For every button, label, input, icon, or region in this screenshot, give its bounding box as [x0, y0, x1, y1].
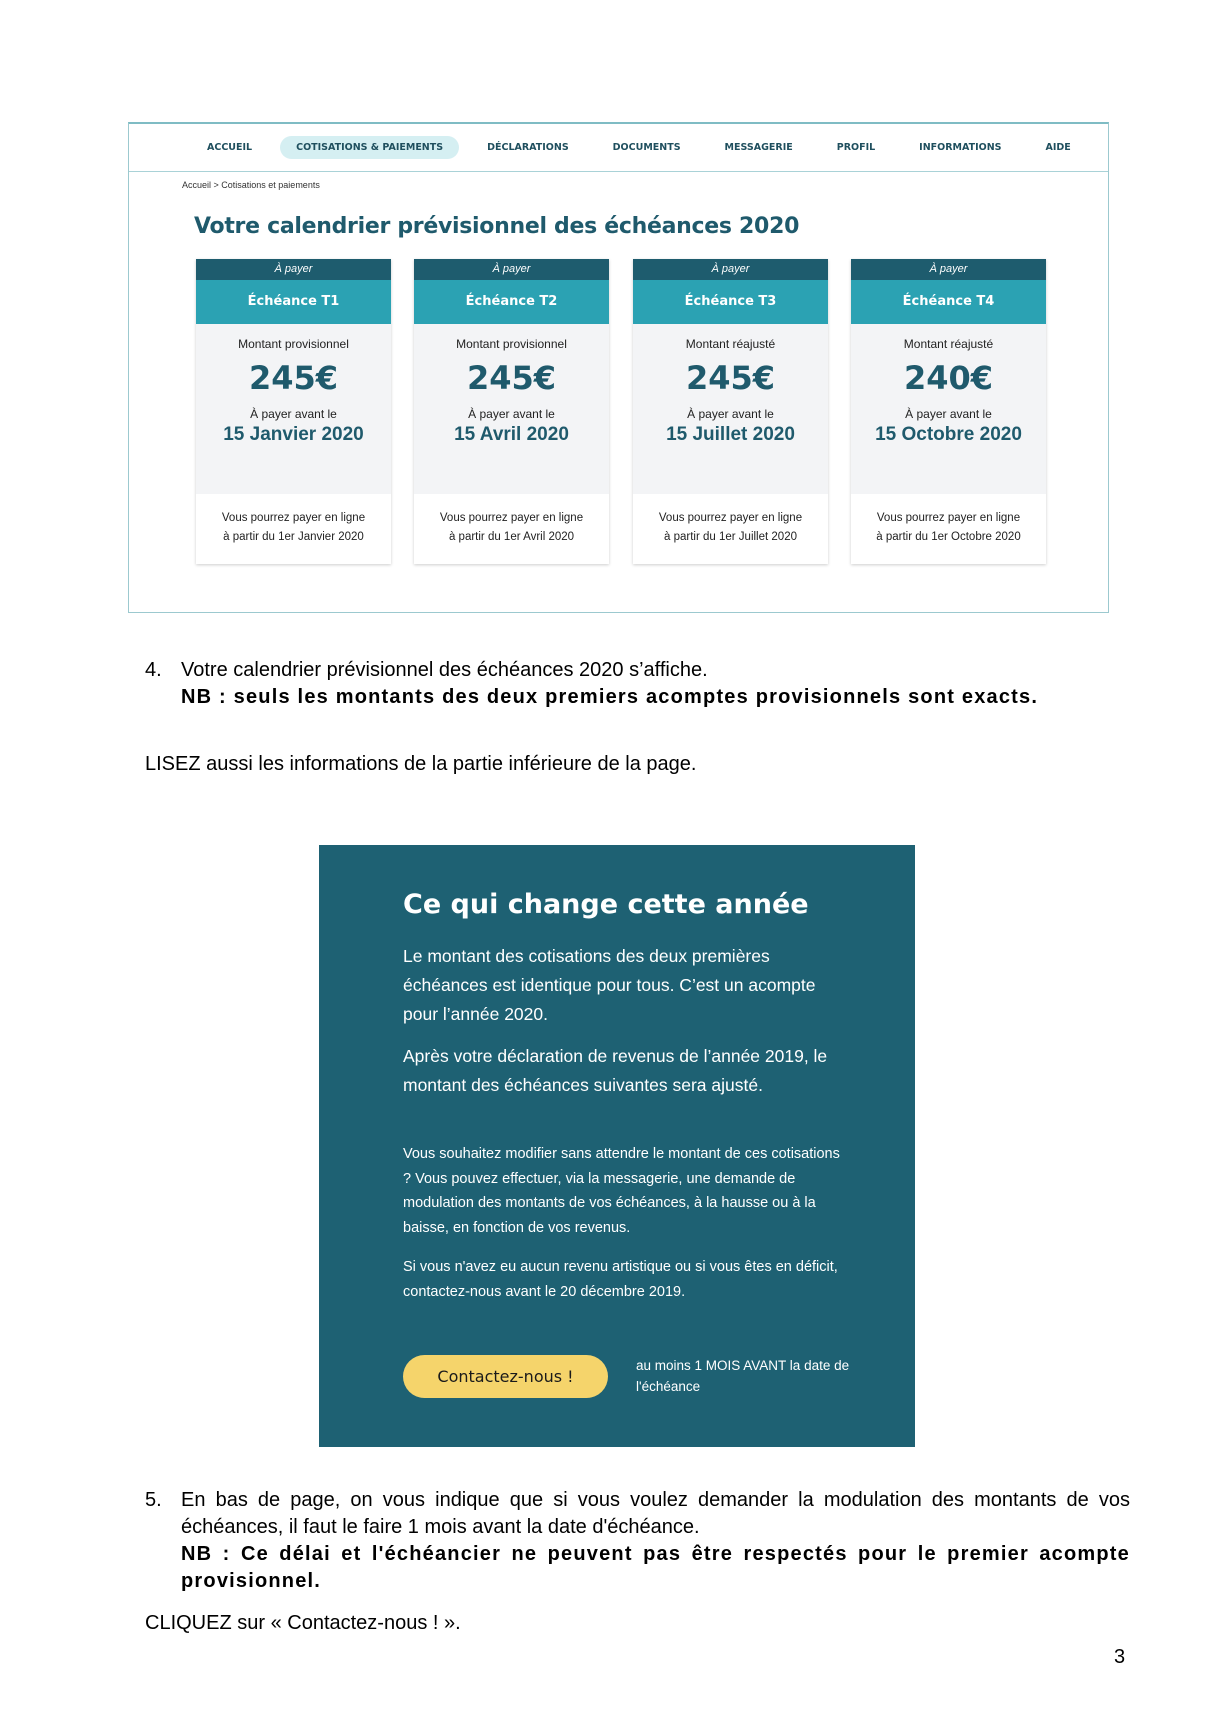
- nav-declarations[interactable]: DÉCLARATIONS: [487, 142, 569, 153]
- due-date: 15 Avril 2020: [454, 424, 569, 445]
- nav-documents[interactable]: DOCUMENTS: [612, 142, 681, 153]
- nav-messagerie[interactable]: MESSAGERIE: [724, 142, 793, 153]
- installment-card: [851, 259, 1046, 564]
- nav-profil[interactable]: PROFIL: [836, 142, 876, 153]
- online-payment-note: Vous pourrez payer en ligne: [221, 512, 366, 524]
- amount-label: Montant provisionnel: [238, 337, 349, 351]
- deadline-note: au moins 1 MOIS AVANT la date de l'échéance: [636, 1358, 850, 1394]
- status-badge: À payer: [851, 259, 1046, 280]
- amount-label: Montant réajusté: [685, 337, 776, 351]
- amount-value: 245€: [466, 359, 557, 397]
- card-body: [414, 324, 609, 494]
- due-label: À payer avant le: [687, 407, 774, 421]
- breadcrumb: Accueil > Cotisations et paiements: [182, 180, 320, 190]
- card-footer: [414, 494, 609, 547]
- amount-value: 240€: [903, 359, 994, 397]
- card-footer: [196, 494, 391, 547]
- step-5-nb: NB : Ce délai et l'échéancier ne peuvent pas être respectés pour le premier acompte provisionnel.: [181, 1543, 1130, 1592]
- card-body: [851, 324, 1046, 494]
- panel-title: Ce qui change cette année: [403, 889, 809, 920]
- installment-name: Échéance T4: [851, 280, 1046, 324]
- due-date: 15 Octobre 2020: [875, 424, 1022, 445]
- online-payment-note: Vous pourrez payer en ligne: [658, 512, 803, 524]
- card-body: [196, 324, 391, 494]
- panel-paragraph: Vous souhaitez modifier sans attendre le montant de ces cotisations ? Vous pouvez effectuer, via la messagerie, une demande de modulation des montants de vos échéances, à la hausse ou à la baisse, en fonction de vos revenus.: [403, 1146, 840, 1236]
- status-badge: À payer: [633, 259, 828, 280]
- nav-informations[interactable]: INFORMATIONS: [919, 142, 1002, 153]
- status-badge: À payer: [196, 259, 391, 280]
- card-footer: [851, 494, 1046, 547]
- page-number: 3: [1114, 1646, 1126, 1668]
- amount-value: 245€: [685, 359, 776, 397]
- top-nav: [129, 124, 1108, 172]
- amount-label: Montant provisionnel: [456, 337, 567, 351]
- step-4-nb: NB : seuls les montants des deux premiers acomptes provisionnels sont exacts.: [181, 686, 1039, 708]
- panel-paragraph: Le montant des cotisations des deux premières échéances est identique pour tous. C’est un acompte pour l’année 2020.: [403, 946, 816, 1024]
- step-5-number: 5.: [145, 1489, 162, 1511]
- contact-us-button[interactable]: Contactez-nous !: [403, 1355, 608, 1398]
- read-instruction: LISEZ aussi les informations de la partie inférieure de la page.: [145, 753, 697, 775]
- panel-paragraph: Si vous n'avez eu aucun revenu artistique ou si vous êtes en déficit, contactez-nous avant le 20 décembre 2019.: [403, 1259, 838, 1300]
- installment-name: Échéance T3: [633, 280, 828, 324]
- step-4-number: 4.: [145, 659, 162, 681]
- nav-aide[interactable]: AIDE: [1045, 142, 1071, 153]
- nav-accueil[interactable]: ACCUEIL: [207, 142, 253, 153]
- status-badge: À payer: [414, 259, 609, 280]
- screenshot-calendar: [128, 122, 1109, 613]
- online-payment-date: à partir du 1er Juillet 2020: [664, 531, 797, 543]
- due-date: 15 Juillet 2020: [666, 424, 795, 445]
- installment-card: [633, 259, 828, 564]
- step-5-text: En bas de page, on vous indique que si vous voulez demander la modulation des montants de vos échéances, il faut le faire 1 mois avant la date d'échéance.: [181, 1489, 1130, 1538]
- step-4-text: Votre calendrier prévisionnel des échéances 2020 s’affiche.: [181, 659, 708, 681]
- online-payment-date: à partir du 1er Janvier 2020: [223, 531, 364, 543]
- amount-value: 245€: [248, 359, 339, 397]
- installment-name: Échéance T1: [196, 280, 391, 324]
- page-title: Votre calendrier prévisionnel des échéances 2020: [194, 214, 800, 239]
- panel-paragraph: Après votre déclaration de revenus de l’année 2019, le montant des échéances suivantes sera ajusté.: [403, 1046, 828, 1095]
- installment-card: [196, 259, 391, 564]
- screenshot-changes-panel: [319, 845, 915, 1447]
- amount-label: Montant réajusté: [903, 337, 994, 351]
- nav-cotisations[interactable]: COTISATIONS & PAIEMENTS: [280, 136, 459, 159]
- card-body: [633, 324, 828, 494]
- card-footer: [633, 494, 828, 547]
- installment-name: Échéance T2: [414, 280, 609, 324]
- installment-card: [414, 259, 609, 564]
- due-label: À payer avant le: [905, 407, 992, 421]
- due-date: 15 Janvier 2020: [223, 424, 364, 445]
- due-label: À payer avant le: [468, 407, 555, 421]
- online-payment-note: Vous pourrez payer en ligne: [876, 512, 1021, 524]
- click-instruction: CLIQUEZ sur « Contactez-nous ! ».: [145, 1612, 461, 1634]
- online-payment-date: à partir du 1er Avril 2020: [448, 531, 575, 543]
- online-payment-note: Vous pourrez payer en ligne: [439, 512, 584, 524]
- online-payment-date: à partir du 1er Octobre 2020: [876, 531, 1021, 543]
- due-label: À payer avant le: [250, 407, 337, 421]
